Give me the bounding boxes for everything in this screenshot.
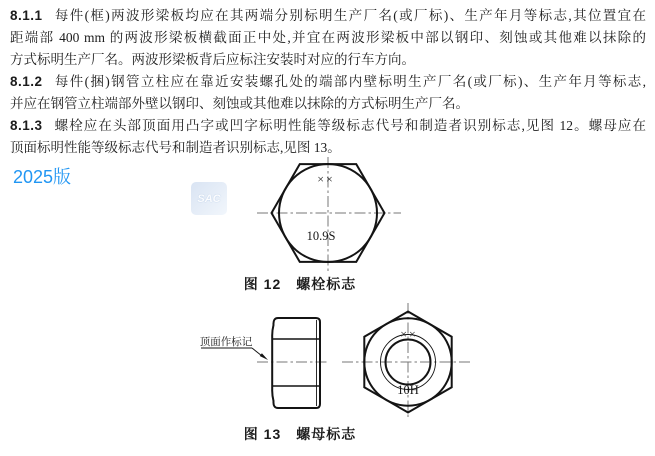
body-line-text: 距端部 400 mm 的两波形梁板横截面正中处,并宜在两波形梁板中部以钢印、刻蚀或其他难以抹除的 [10, 30, 646, 45]
figure-bolt-marking-drawing [248, 152, 408, 277]
body-line [10, 71, 646, 93]
body-line-text: 方式标明生产厂名。两波形梁板背后应标注安装时对应的行车方向。 [10, 52, 415, 67]
body-line-text: 顶面标明性能等级标志代号和制造者识别标志,见图 13。 [10, 140, 341, 155]
figure-nut-marking-drawing [195, 300, 475, 422]
clause-number: 8.1.3 [10, 118, 43, 133]
body-line [10, 49, 646, 71]
body-line [10, 5, 646, 27]
sac-watermark-text: SAC [197, 192, 221, 205]
bolt-grade-mark: 10.9S [306, 229, 336, 243]
body-line-text: 并应在钢管立柱端部外壁以钢印、刻蚀或其他难以抹除的方式标明生产厂名。 [10, 96, 469, 111]
figure13-caption: 图 13 螺母标志 [243, 426, 357, 442]
leader-line [252, 348, 262, 356]
body-text [10, 5, 646, 159]
figure12-caption: 图 12 螺栓标志 [243, 276, 357, 292]
clause-number: 8.1.1 [10, 8, 43, 23]
nut-side-outline [272, 318, 320, 408]
body-line-text: 螺栓应在头部顶面用凸字或凹字标明性能等级标志代号和制造者识别标志,见图 12。螺母应在 [53, 118, 646, 133]
body-line [10, 93, 646, 115]
clause-number: 8.1.2 [10, 74, 43, 89]
body-line-text: 每件(捆)钢管立柱应在靠近安装螺孔处的端部内壁标明生产厂名(或厂标)、生产年月等标志, [53, 74, 646, 89]
nut-manufacturer-mark: ×× [400, 327, 418, 341]
edition-label: 2025版 [13, 167, 72, 187]
nut-grade-mark: 10H [397, 383, 419, 397]
bolt-manufacturer-mark: ×× [317, 172, 335, 186]
sac-watermark [191, 182, 227, 215]
body-line [10, 115, 646, 137]
body-line [10, 27, 646, 49]
leader-arrowhead [260, 353, 268, 360]
body-line-text: 每件(框)两波形梁板均应在其两端分别标明生产厂名(或厂标)、生产年月等标志,其位置宜在 [53, 8, 646, 23]
top-face-mark-label: 顶面作标记 [199, 337, 253, 348]
